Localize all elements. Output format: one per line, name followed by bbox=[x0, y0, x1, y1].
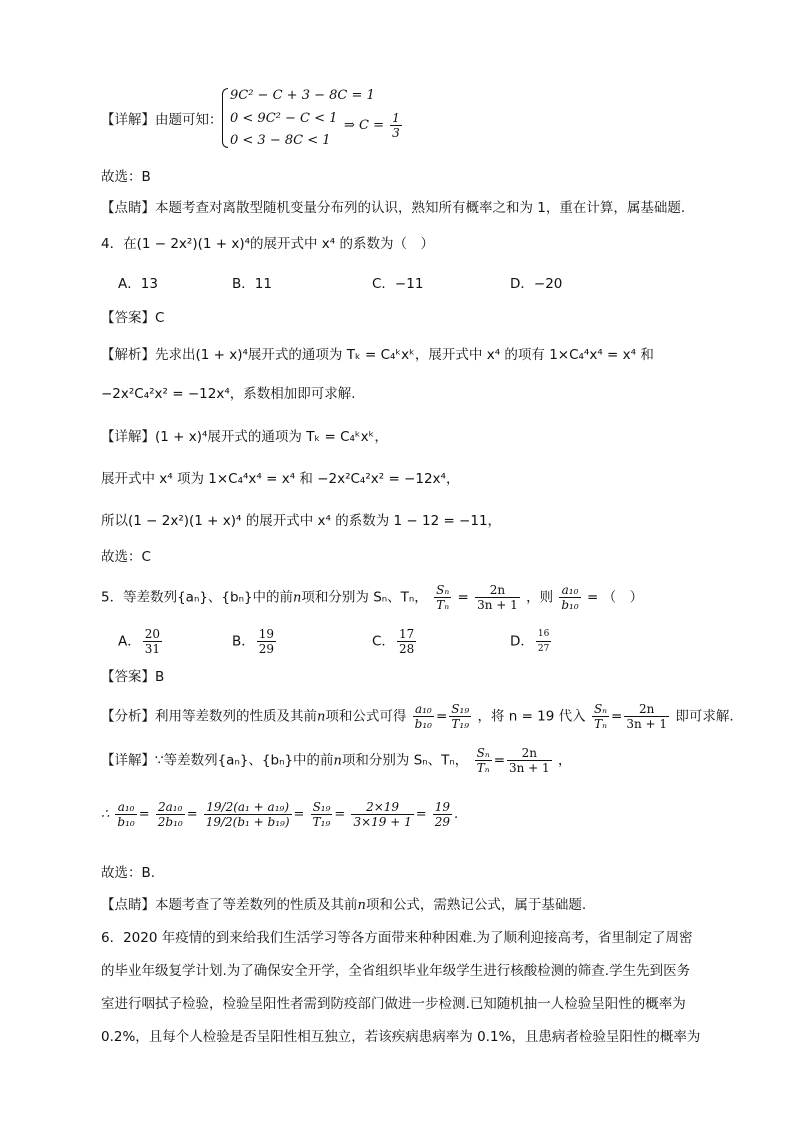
result-denominator: 3 bbox=[392, 126, 400, 140]
q5-option-a: A． $\frac{20}{31}$ bbox=[118, 627, 161, 656]
q5-analysis: 【分析】利用等差数列的性质及其前n项和公式可得 $\frac{\text{a₁₀}}{\text{b₁₀}}$ = $\frac{\text{S₁₉}}{\text{T₁₉}}$ ，将 n = 19 代入 $\frac{\text{Sₙ}}{\text{Tₙ}}$ = $\frac{2n}{3n + 1}$ 即可求解. bbox=[101, 702, 734, 731]
q6-line-1: 6．2020 年疫情的到来给我们生活学习等各方面带来种种困难.为了顺利迎接高考，省里制定了周密 bbox=[101, 930, 693, 946]
comment-line-1: 【点睛】本题考查对离散型随机变量分布列的认识，熟知所有概率之和为 1，重在计算，属基础题. bbox=[101, 200, 686, 216]
q5-choice: 故选：B. bbox=[101, 865, 156, 881]
q6-line-3: 室进行咽拭子检验，检验呈阳性者需到防疫部门做进一步检测.已知随机抽一人检验呈阳性的概率为 bbox=[101, 996, 686, 1012]
equation-line-2: 0 < 9C² − C < 1 bbox=[230, 111, 338, 126]
result-numerator: 1 bbox=[392, 111, 400, 125]
q4-stem: 4．在(1 − 2x²)(1 + x)⁴的展开式中 x⁴ 的系数为（ ） bbox=[101, 236, 434, 252]
q4-answer: 【答案】C bbox=[101, 310, 165, 326]
q5-answer: 【答案】B bbox=[101, 669, 165, 685]
equation-line-3: 0 < 3 − 8C < 1 bbox=[230, 133, 331, 148]
q5-stem: 5．等差数列{aₙ}、{bₙ}中的前n项和分别为 Sₙ、Tₙ， $\frac{\text{Sₙ}}{\text{Tₙ}}$ = $\frac{2n}{3n + 1}$ ，则 $\frac{\text{a₁₀}}{\text{b₁₀}}$ = （ ） bbox=[101, 583, 644, 612]
equation-system-brace bbox=[222, 88, 228, 148]
q6-line-2: 的毕业年级复学计划.为了确保安全开学，全省组织毕业年级学生进行核酸检测的筛查.学生先到医务 bbox=[101, 963, 691, 979]
q4-detail-line-1: 【详解】(1 + x)⁴展开式的通项为 Tₖ = C₄ᵏxᵏ， bbox=[101, 429, 388, 445]
q5-option-c: C． $\frac{17}{28}$ bbox=[372, 627, 415, 656]
detail-intro: 由题可知： bbox=[155, 112, 223, 128]
q4-detail-line-2: 展开式中 x⁴ 项为 1×C₄⁴x⁴ = x⁴ 和 −2x²C₄²x² = −12x⁴， bbox=[101, 471, 460, 487]
q5-comment: 【点睛】本题考查了等差数列的性质及其前n项和公式，需熟记公式，属于基础题. bbox=[101, 897, 587, 913]
q6-line-4: 0.2%，且每个人检验是否呈阳性相互独立，若该疾病患病率为 0.1%，且患病者检验呈阳性的概率为 bbox=[101, 1029, 701, 1045]
q4-option-b: B．11 bbox=[232, 276, 272, 292]
detail-label: 【详解】由题可知： bbox=[101, 112, 223, 128]
q5-option-d: D． $\frac{16}{27}$ bbox=[510, 629, 550, 654]
q4-analysis-line-1: 【解析】先求出(1 + x)⁴展开式的通项为 Tₖ = C₄ᵏxᵏ，展开式中 x⁴ 的项有 1×C₄⁴x⁴ = x⁴ 和 bbox=[101, 347, 654, 363]
q4-detail-line-3: 所以(1 − 2x²)(1 + x)⁴ 的展开式中 x⁴ 的系数为 1 − 12 = −11， bbox=[101, 513, 502, 529]
equation-implies: ⇒ C = $\frac{1}{3}$ bbox=[344, 111, 400, 140]
q4-choice: 故选：C bbox=[101, 549, 151, 565]
q5-derivation: ∴ $\frac{\text{a₁₀}}{\text{b₁₀}}$ = $\frac{\text{2a₁₀}}{\text{2b₁₀}}$ = $\frac{\text{19/2(a₁ + a₁₉)}}{\text{19/2(b₁ + b₁₉)}}$ = $\frac{\text{S₁₉}}{\text{T₁₉}}$ = $\frac{2\times 19}{3\times 19 + 1}$ = $\frac{19}{29}$ . bbox=[101, 800, 459, 829]
equation-line-1: 9C² − C + 3 − 8C = 1 bbox=[230, 88, 375, 103]
choice-line-1: 故选：B bbox=[101, 169, 151, 185]
q4-analysis-line-2: −2x²C₄²x² = −12x⁴，系数相加即可求解. bbox=[101, 386, 356, 402]
q4-option-a: A．13 bbox=[118, 276, 158, 292]
q5-option-b: B． $\frac{19}{29}$ bbox=[232, 627, 275, 656]
q5-detail: 【详解】∵等差数列{aₙ}、{bₙ}中的前n项和分别为 Sₙ、Tₙ， $\frac{\text{Sₙ}}{\text{Tₙ}}$ = $\frac{2n}{3n + 1}$ ， bbox=[101, 746, 572, 775]
q4-option-d: D．−20 bbox=[510, 276, 563, 292]
q4-option-c: C．−11 bbox=[372, 276, 424, 292]
